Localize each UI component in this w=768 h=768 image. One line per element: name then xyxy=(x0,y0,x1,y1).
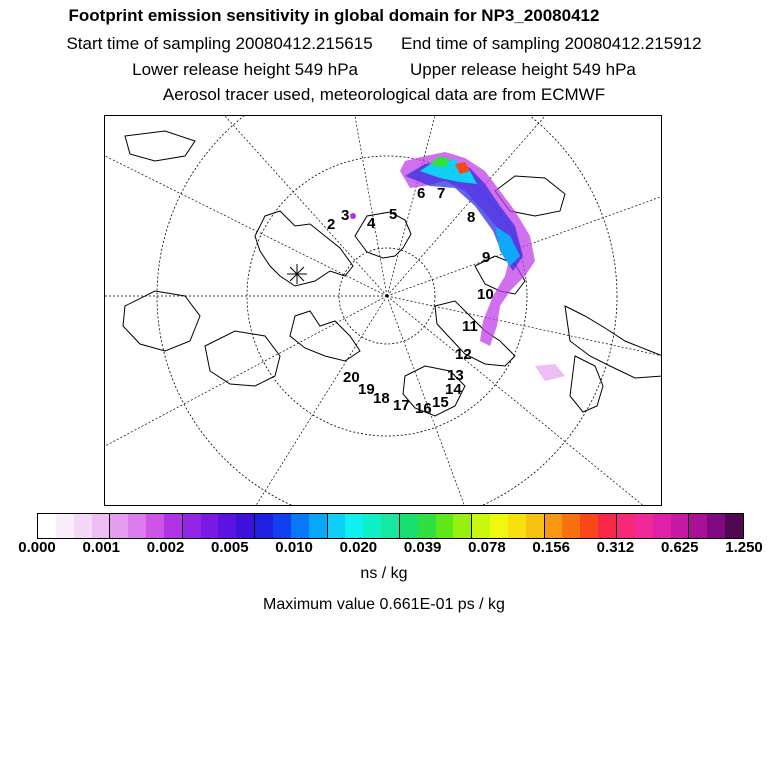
colorbar-swatch xyxy=(128,514,146,538)
colorbar-tick-label: 0.001 xyxy=(82,539,121,556)
release-heights xyxy=(0,60,768,80)
colorbar-swatch xyxy=(671,514,690,538)
plume-faint xyxy=(535,364,565,381)
end-time: End time of sampling 20080412.215912 xyxy=(401,34,702,53)
colorbar-swatch xyxy=(725,514,743,538)
colorbar-swatch xyxy=(255,514,273,538)
colorbar-swatch xyxy=(545,514,563,538)
colorbar-swatch xyxy=(74,514,92,538)
colorbar-tick-label: 0.625 xyxy=(660,539,699,556)
colorbar-swatch xyxy=(635,514,653,538)
colorbar-swatch xyxy=(381,514,400,538)
colorbar-tick-label: 0.000 xyxy=(18,539,56,556)
colorbar-swatch xyxy=(526,514,545,538)
greenland-coast xyxy=(355,212,411,258)
canada-coast xyxy=(255,211,353,286)
meridians xyxy=(105,116,662,506)
track-label: 11 xyxy=(462,318,478,335)
colorbar-swatch xyxy=(291,514,309,538)
colorbar-tick-label: 0.078 xyxy=(468,539,506,556)
colorbar-swatch xyxy=(345,514,363,538)
colorbar-swatch xyxy=(164,514,183,538)
east-asia-coast xyxy=(565,306,662,378)
colorbar-swatch xyxy=(309,514,328,538)
colorbar-units: ns / kg xyxy=(360,565,408,582)
coastlines xyxy=(123,131,662,416)
colorbar-tick-label: 0.156 xyxy=(532,539,570,556)
track-label: 5 xyxy=(389,206,398,223)
colorbar-swatch xyxy=(598,514,617,538)
track-label: 12 xyxy=(455,346,472,363)
colorbar-swatch xyxy=(436,514,454,538)
meridian xyxy=(105,156,387,296)
sampling-times xyxy=(0,34,768,54)
track-label: 20 xyxy=(343,369,360,386)
colorbar-tick-label: 0.002 xyxy=(146,539,185,556)
colorbar-swatch xyxy=(400,514,418,538)
plume-dot xyxy=(350,213,356,219)
colorbar-swatch xyxy=(472,514,490,538)
colorbar-tick-label: 0.010 xyxy=(275,539,313,556)
labrador-coast xyxy=(123,291,200,351)
latitude-circles xyxy=(157,116,617,506)
colorbar-swatch xyxy=(490,514,508,538)
track-label: 9 xyxy=(482,249,491,266)
colorbar-swatch xyxy=(617,514,635,538)
track-label: 6 xyxy=(417,185,426,202)
europe-coast xyxy=(125,131,195,161)
colorbar-swatch xyxy=(580,514,598,538)
colorbar-swatch xyxy=(273,514,291,538)
colorbar-tick-label: 0.312 xyxy=(596,539,635,556)
tracer-info: Aerosol tracer used, meteorological data are from ECMWF xyxy=(162,85,606,104)
track-labels xyxy=(327,185,494,417)
map-canvas xyxy=(105,116,662,506)
colorbar-swatch xyxy=(218,514,236,538)
meridian xyxy=(255,296,387,506)
colorbar-swatch xyxy=(38,514,56,538)
track-label: 7 xyxy=(437,185,446,202)
kamchatka-coast xyxy=(570,356,603,412)
track-label: 18 xyxy=(373,390,390,407)
polar-map xyxy=(104,115,662,506)
colorbar-swatch xyxy=(146,514,164,538)
colorbar-swatch xyxy=(92,514,111,538)
track-label: 4 xyxy=(367,215,376,232)
meridian xyxy=(387,296,662,356)
track-label: 16 xyxy=(415,400,432,417)
colorbar-swatch xyxy=(418,514,436,538)
colorbar xyxy=(37,513,744,539)
meridian xyxy=(225,116,387,296)
colorbar-ticks xyxy=(0,539,768,559)
release-location-star xyxy=(287,264,307,284)
track-label: 19 xyxy=(358,381,375,398)
colorbar-swatch xyxy=(653,514,671,538)
track-label: 15 xyxy=(432,394,449,411)
maximum-value: Maximum value 0.661E-01 ps / kg xyxy=(263,596,505,613)
colorbar-swatch xyxy=(562,514,580,538)
colorbar-swatch xyxy=(183,514,201,538)
track-label: 10 xyxy=(477,286,494,303)
track-label: 3 xyxy=(341,207,350,224)
upper-release-height: Upper release height 549 hPa xyxy=(409,60,636,79)
track-label: 17 xyxy=(393,397,410,414)
colorbar-swatch xyxy=(56,514,74,538)
colorbar-swatch xyxy=(508,514,526,538)
colorbar-swatch xyxy=(453,514,472,538)
colorbar-swatch xyxy=(236,514,255,538)
archipelago-coast xyxy=(290,311,360,361)
colorbar-swatch xyxy=(689,514,707,538)
colorbar-tick-label: 1.250 xyxy=(725,539,763,556)
lat-circle-60 xyxy=(157,116,617,506)
colorbar-swatch xyxy=(363,514,381,538)
track-label: 2 xyxy=(327,216,336,233)
colorbar-tick-label: 0.039 xyxy=(403,539,442,556)
colorbar-swatch xyxy=(201,514,219,538)
colorbar-tick-label: 0.005 xyxy=(211,539,249,556)
colorbar-swatch xyxy=(110,514,128,538)
meridian xyxy=(355,116,387,296)
colorbar-tick-label: 0.020 xyxy=(339,539,378,556)
colorbar-swatch xyxy=(328,514,346,538)
hudson-coast xyxy=(205,331,280,386)
lower-release-height: Lower release height 549 hPa xyxy=(132,60,359,79)
start-time: Start time of sampling 20080412.215615 xyxy=(66,34,373,53)
track-label: 13 xyxy=(447,367,464,384)
track-label: 8 xyxy=(467,209,476,226)
track-label: 14 xyxy=(445,381,462,398)
plot-title: Footprint emission sensitivity in global domain for NP3_20080412 xyxy=(68,6,600,25)
colorbar-swatch xyxy=(707,514,725,538)
